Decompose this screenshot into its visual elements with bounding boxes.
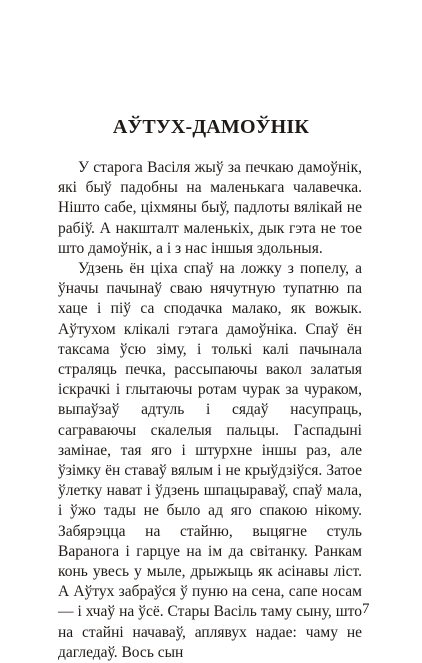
page-number: 7: [362, 601, 370, 617]
paragraph: У старога Васіля жыў за печкаю дамоўнік, які быў падобны на маленькага чалавечка. Нішто сабе, ціхмяны быў, падлоты вялікай не рабіў. А накшталт маленькіх, дык гэта не тое што дамоўнік, а і з нас іншыя здольныя.: [58, 159, 362, 257]
paragraph: Удзень ён ціха спаў на ложку з попелу, а ўначы пачынаў сваю нячутную тупатню па хаце і піў са сподачка малако, як вожык. Аўтухом клікалі гэтага дамоўніка. Спаў ён таксама ўсю зіму, і толькі калі пачынала страляць печка, рассыпаючы вакол залатыя іскрачкі і глытаючы ротам чурак за чураком, выпаўзаў адтуль і сядаў насупраць, саграваючы скалелыя пальцы. Гаспадыні замінае, тая яго і штурхне іншы раз, але ўзімку ён ставаў вялым і не крыўдзіўся. Затое ўлетку нават і ўдзень шпацыраваў, спаў мала, і ўжо тады не было ад яго спакою нікому. Забярэцца на стайню, выцягне стуль Варанога і гарцуе на ім да світанку. Ранкам конь увесь у мыле, дрыжыць як асінавы ліст. А Аўтух забраўся ў пуню на сена, сапе носам — і хчаў на ўсё. Стары Васіль таму сыну, што на стайні начаваў, аплявух надае: чаму не дагледаў. Вось сын: [58, 260, 362, 661]
chapter-title: АЎТУХ-ДАМОЎНІК: [112, 116, 310, 138]
body-text: [58, 158, 362, 663]
